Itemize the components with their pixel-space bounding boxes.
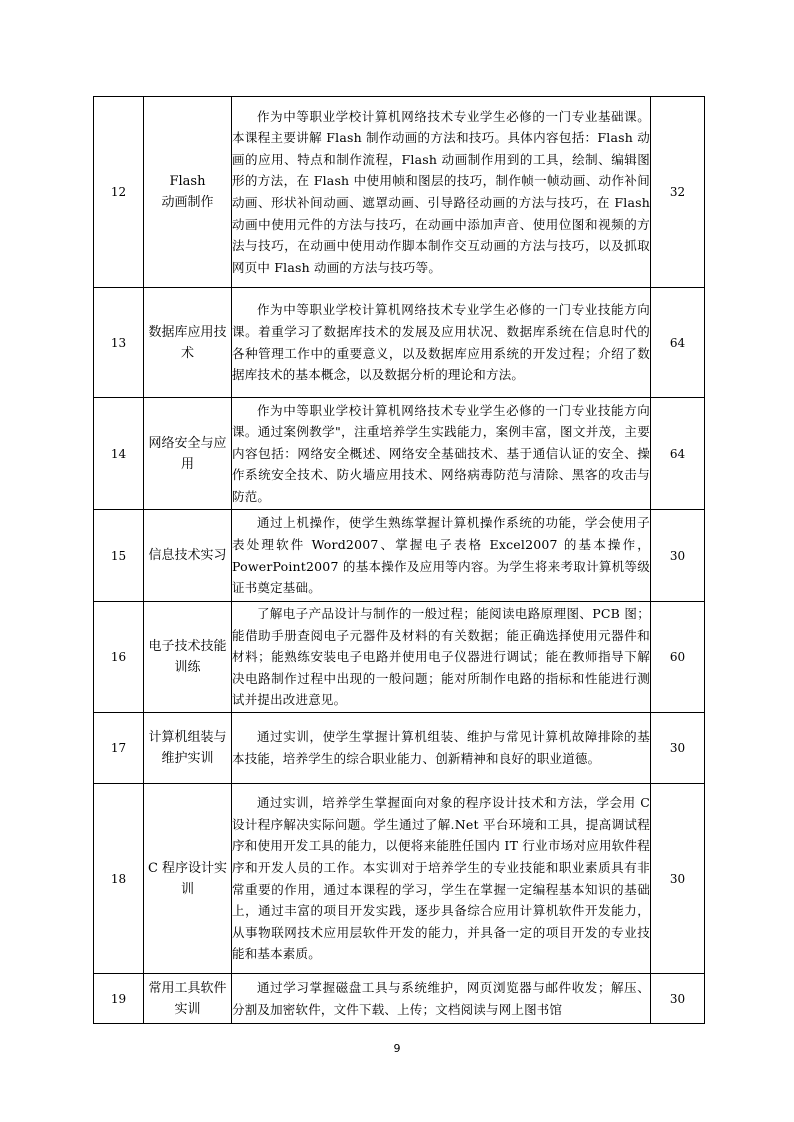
course-name <box>144 398 232 510</box>
table-row <box>94 288 705 398</box>
course-name <box>144 713 232 784</box>
course-number: 19 <box>94 974 144 1024</box>
course-description: 通过上机操作，使学生熟练掌握计算机操作系统的功能，学会使用子表处理软件 Word2007、掌握电子表格 Excel2007 的基本操作，PowerPoint2007 的基本操作及应用等内容。为学生将来考取计算机等级证书奠定基础。 <box>232 510 651 602</box>
course-table <box>93 96 705 1024</box>
table-row <box>94 784 705 974</box>
table-row <box>94 713 705 784</box>
course-hours: 30 <box>651 510 705 602</box>
course-hours: 30 <box>651 974 705 1024</box>
course-name <box>144 784 232 974</box>
table-row <box>94 602 705 713</box>
course-number: 13 <box>94 288 144 398</box>
course-description: 通过实训，使学生掌握计算机组装、维护与常见计算机故障排除的基本技能，培养学生的综合职业能力、创新精神和良好的职业道德。 <box>232 713 651 784</box>
table-row <box>94 398 705 510</box>
course-number: 14 <box>94 398 144 510</box>
course-description: 通过学习掌握磁盘工具与系统维护，网页浏览器与邮件收发；解压、分割及加密软件，文件下载、上传；文档阅读与网上图书馆 <box>232 974 651 1024</box>
course-name-text: C 程序设计实训 <box>147 860 228 897</box>
course-name-text: 网络安全与应用 <box>148 435 227 472</box>
course-hours: 60 <box>651 602 705 713</box>
course-name-text: 计算机组装与维护实训 <box>148 730 227 766</box>
course-name-text: 常用工具软件实训 <box>148 980 227 1017</box>
course-description: 作为中等职业学校计算机网络技术专业学生必修的一门专业技能方向课。着重学习了数据库技术的发展及应用状况、数据库系统在信息时代的各种管理工作中的重要意义，以及数据库应用系统的开发过程；介绍了数据库技术的基本概念，以及数据分析的理论和方法。 <box>232 288 651 398</box>
course-table-body <box>94 97 705 1024</box>
course-description: 了解电子产品设计与制作的一般过程；能阅读电路原理图、PCB 图；能借助手册查阅电子元器件及材料的有关数据；能正确选择使用元器件和材料；能熟练安装电子电路并使用电子仪器进行调试；能在教师指导下解决电路制作过程中出现的一般问题；能对所制作电路的指标和性能进行测试并提出改进意见。 <box>232 602 651 713</box>
page-number: 9 <box>393 1042 401 1055</box>
course-name-text: 信息技术实习 <box>148 548 227 563</box>
course-name <box>144 288 232 398</box>
course-number: 18 <box>94 784 144 974</box>
course-name <box>144 602 232 713</box>
course-hours: 32 <box>651 97 705 288</box>
course-hours: 30 <box>651 784 705 974</box>
course-description: 通过实训，培养学生掌握面向对象的程序设计技术和方法，学会用 C 设计程序解决实际问题。学生通过了解.Net 平台环境和工具，提高调试程序和使用开发工具的能力，以便将来能胜任国内 IT 行业市场对应用软件程序和开发人员的工作。本实训对于培养学生的专业技能和职业素质具有非常重要的作用，通过本课程的学习，学生在掌握一定编程基本知识的基础上，通过丰富的项目开发实践，逐步具备综合应用计算机软件开发能力，从事物联网技术应用层软件开发的能力，并具备一定的项目开发的专业技能和基本素质。 <box>232 784 651 974</box>
course-name-text: 数据库应用技术 <box>148 324 227 361</box>
course-name <box>144 97 232 288</box>
course-hours: 30 <box>651 713 705 784</box>
table-row <box>94 510 705 602</box>
course-number: 17 <box>94 713 144 784</box>
course-description: 作为中等职业学校计算机网络技术专业学生必修的一门专业基础课。本课程主要讲解 Flash 制作动画的方法和技巧。具体内容包括：Flash 动画的应用、特点和制作流程，Flash 动画制作用到的工具，绘制、编辑图形的方法，在 Flash 中使用帧和图层的技巧，制作帧一帧动画、动作补间动画、形状补间动画、遮罩动画、引导路径动画的方法与技巧，在 Flash 动画中使用元件的方法与技巧，在动画中添加声音、使用位图和视频的方法与技巧，在动画中使用动作脚本制作交互动画的方法与技巧，以及抓取网页中 Flash 动画的方法与技巧等。 <box>232 97 651 288</box>
course-name-text: Flash 动画制作 <box>161 174 214 210</box>
table-row <box>94 97 705 288</box>
course-hours: 64 <box>651 288 705 398</box>
course-description: 作为中等职业学校计算机网络技术专业学生必修的一门专业技能方向课。通过案例教学"，注重培养学生实践能力，案例丰富，图文并茂，主要内容包括：网络安全概述、网络安全基础技术、基于通信认证的安全、操作系统安全技术、防火墙应用技术、网络病毒防范与清除、黑客的攻击与防范。 <box>232 398 651 510</box>
course-number: 12 <box>94 97 144 288</box>
course-name-text: 电子技术技能训练 <box>148 639 227 675</box>
course-number: 16 <box>94 602 144 713</box>
table-row <box>94 974 705 1024</box>
course-name <box>144 510 232 602</box>
course-name <box>144 974 232 1024</box>
course-hours: 64 <box>651 398 705 510</box>
course-number: 15 <box>94 510 144 602</box>
